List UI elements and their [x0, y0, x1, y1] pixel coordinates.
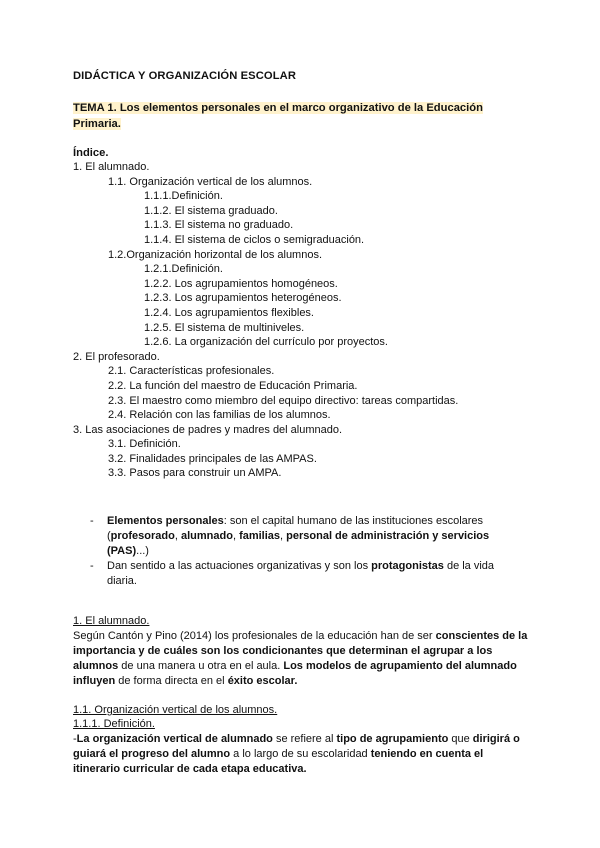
toc-item: 2.1. Características profesionales. [108, 365, 275, 378]
toc-item: 1.2.2. Los agrupamientos homogéneos. [144, 277, 338, 290]
paragraph-alumnado [73, 629, 528, 689]
toc-item: 1. El alumnado. [73, 161, 150, 173]
bullet-text: , [174, 529, 181, 542]
toc-item: 1.1.1.Definición. [144, 190, 223, 203]
toc-item: 1.2.Organización horizontal de los alumnos. [108, 248, 323, 261]
bullet-item-sentido [90, 559, 520, 589]
toc-item: 1.1.3. El sistema no graduado. [144, 219, 294, 232]
bullet-list [90, 514, 520, 590]
toc-item: 1.2.5. El sistema de multiniveles. [144, 321, 305, 334]
term-familias: familias [239, 529, 281, 542]
tema-heading [73, 101, 513, 132]
bullet-text: ...) [136, 544, 149, 557]
bullet-item-elementos [90, 514, 520, 558]
paragraph-text: de una manera u otra en el aula. [118, 660, 284, 672]
toc-item: 3.2. Finalidades principales de las AMPAS. [108, 452, 317, 465]
paragraph-text: se refiere al [272, 733, 337, 745]
toc-item: 1.1.2. El sistema graduado. [144, 204, 278, 217]
document-title: DIDÁCTICA Y ORGANIZACIÓN ESCOLAR [73, 70, 297, 82]
toc-item: 1.2.3. Los agrupamientos heterogéneos. [144, 292, 342, 305]
paragraph-bold: La organización vertical de alumnado [76, 733, 273, 745]
toc-item: 1.2.1.Definición. [144, 263, 223, 276]
term-protagonistas: protagonistas [371, 560, 444, 573]
dash-marker: - [90, 515, 94, 527]
tema-highlight: TEMA 1. Los elementos personales en el marco organizativo de la Educación Primaria. [73, 102, 483, 130]
toc-item: 1.2.6. La organización del currículo por proyectos. [144, 336, 388, 349]
paragraph-bold: teniendo en cuenta el itinerario curricular de cada etapa educativa. [73, 748, 484, 775]
paragraph-text: de forma directa en el [115, 675, 228, 687]
paragraph-bold: éxito escolar. [227, 675, 298, 687]
dash-marker: - [90, 560, 94, 573]
paragraph-text: que [448, 733, 473, 745]
term-elementos-personales: Elementos personales [107, 515, 224, 527]
paragraph-text: a lo largo de su escolaridad [230, 748, 371, 760]
paragraph-organizacion-vertical [73, 732, 528, 777]
term-profesorado: profesorado [110, 529, 175, 542]
paragraph-bold: tipo de agrupamiento [336, 733, 449, 745]
paragraph-text: Según Cantón y Pino (2014) los profesionales de la educación han de ser [73, 630, 436, 642]
index-title: Índice. [73, 147, 109, 159]
bullet-text: , [280, 529, 287, 542]
section-heading-alumnado: 1. El alumnado. [73, 615, 150, 627]
bullet-text: de la vida diaria. [107, 560, 495, 588]
paragraph-text: - [73, 733, 77, 745]
toc-item: 3.3. Pasos para construir un AMPA. [108, 467, 282, 480]
toc-item: 1.2.4. Los agrupamientos flexibles. [144, 306, 314, 319]
toc-item: 1.1.4. El sistema de ciclos o semigraduación. [144, 233, 365, 246]
term-pas: personal de administración y servicios (PAS) [107, 529, 490, 557]
toc-item: 2.3. El maestro como miembro del equipo directivo: tareas compartidas. [108, 394, 459, 407]
bullet-text: Dan sentido a las actuaciones organizativas y son los [107, 560, 372, 573]
paragraph-bold: Los modelos de agrupamiento del alumnado influyen [73, 660, 517, 687]
toc-item: 3. Las asociaciones de padres y madres del alumnado. [73, 423, 343, 436]
subsection-heading-definicion: 1.1.1. Definición. [73, 718, 155, 730]
toc-item: 2.2. La función del maestro de Educación Primaria. [108, 379, 358, 392]
paragraph-bold: dirigirá o guiará el progreso del alumno [73, 733, 520, 760]
toc-item: 3.1. Definición. [108, 438, 181, 451]
paragraph-bold: conscientes de la importancia y de cuáles son los condicionantes que determinan el agrupar a los alumnos [73, 630, 528, 672]
bullet-text: , [232, 529, 240, 542]
section-heading-organizacion-vertical: 1.1. Organización vertical de los alumnos. [73, 704, 278, 716]
table-of-contents [0, 160, 600, 481]
bullet-text: : son el capital humano de las instituciones escolares ( [107, 515, 484, 542]
toc-item: 2.4. Relación con las familias de los alumnos. [108, 409, 331, 422]
toc-item: 2. El profesorado. [73, 350, 160, 363]
toc-item: 1.1. Organización vertical de los alumnos. [108, 175, 313, 188]
term-alumnado: alumnado [180, 529, 233, 542]
